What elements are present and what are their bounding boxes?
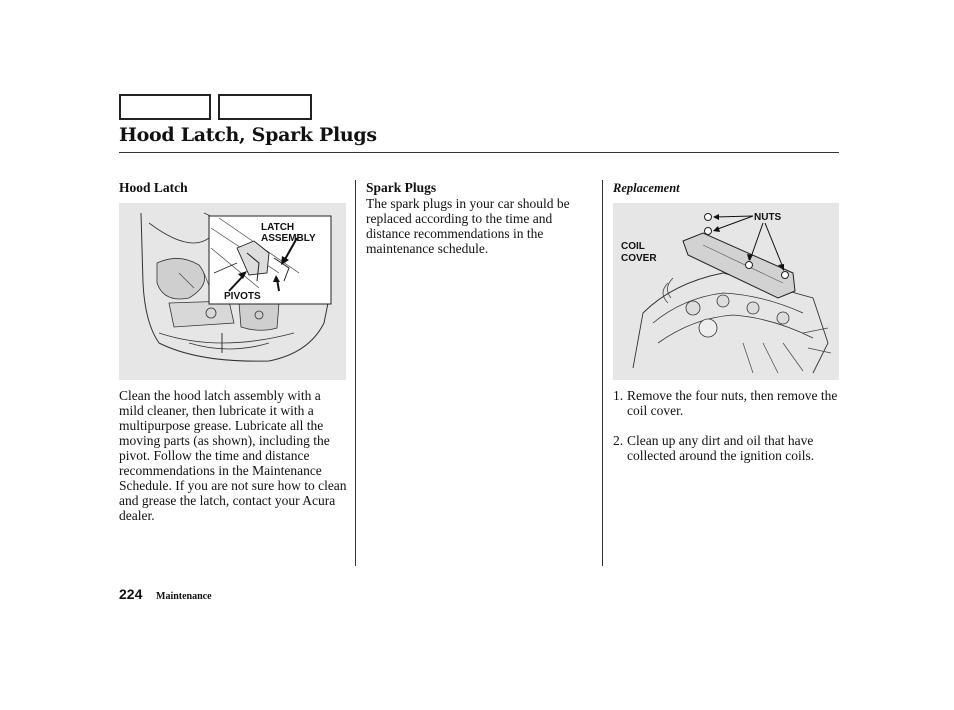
hood-latch-figure <box>119 203 346 380</box>
column-divider-1 <box>355 180 356 566</box>
section-name: Maintenance <box>156 591 212 602</box>
hood-latch-illustration <box>119 203 346 380</box>
page-title: Hood Latch, Spark Plugs <box>119 124 377 146</box>
spark-plugs-body: The spark plugs in your car should be replaced according to the time and distance recommendations in the maintenance schedule. <box>366 196 570 256</box>
nav-box-next[interactable] <box>218 94 312 120</box>
step-text: Remove the four nuts, then remove the coil cover. <box>627 388 838 418</box>
step-text: Clean up any dirt and oil that have collected around the ignition coils. <box>627 433 815 463</box>
latch-label: LATCH <box>261 222 295 233</box>
replacement-heading: Replacement <box>613 181 680 195</box>
spark-plugs-heading: Spark Plugs <box>366 180 437 195</box>
nav-box-previous[interactable] <box>119 94 211 120</box>
hood-latch-body: Clean the hood latch assembly with a mild cleaner, then lubricate it with a multipurpose grease. Lubricate all the moving parts (as shown), including the pivot. Follow the time and distance recommendations in the Maintenance Schedule. If you are not sure how to clean and grease the latch, contact your Acura dealer. <box>119 388 347 523</box>
cover-label: COVER <box>621 253 657 264</box>
step-number: 1. <box>613 388 624 403</box>
replacement-step-2 <box>613 433 843 463</box>
page-number: 224 <box>119 586 143 602</box>
title-divider <box>119 152 839 153</box>
coil-cover-illustration <box>613 203 839 380</box>
coil-label: COIL <box>621 241 645 252</box>
hood-latch-heading: Hood Latch <box>119 180 188 195</box>
column-divider-2 <box>602 180 603 566</box>
step-number: 2. <box>613 433 624 448</box>
pivots-label: PIVOTS <box>224 291 261 302</box>
assembly-label: ASSEMBLY <box>261 233 316 244</box>
replacement-step-1 <box>613 388 843 418</box>
coil-cover-figure <box>613 203 839 380</box>
nuts-label: NUTS <box>754 212 782 223</box>
